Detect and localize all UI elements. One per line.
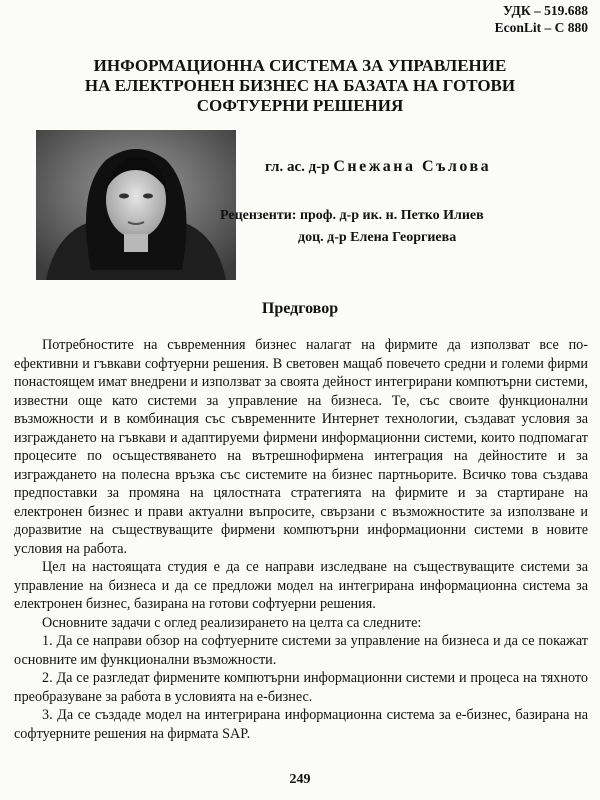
reviewers-label: Рецензенти: bbox=[220, 208, 297, 223]
paragraph: Цел на настоящата студия е да се направи изследване на съществуващите системи за управление на бизнеса и да се предложи модел на интегрирана информационна система за електронен бизнес, базирана на готови софтуерни решения. bbox=[14, 559, 588, 612]
reviewer-1: проф. д-р ик. н. Петко Илиев bbox=[299, 208, 484, 223]
paragraph: 3. Да се създаде модел на интегрирана информационна система за е-бизнес, базирана на софтуерните решения на фирмата SAP. bbox=[14, 707, 588, 742]
author-rank: гл. ас. д-р bbox=[265, 159, 330, 175]
udc-code: УДК – 519.688 bbox=[503, 3, 588, 18]
title-line-3: СОФТУЕРНИ РЕШЕНИЯ bbox=[196, 96, 404, 115]
title-line-2: НА ЕЛЕКТРОНЕН БИЗНЕС НА БАЗАТА НА ГОТОВИ bbox=[84, 76, 516, 95]
body-text bbox=[14, 336, 588, 743]
paragraph: 2. Да се разгледат фирмените компютърни информационни системи и процеса на тяхното преобразуване за работа в условията на е-бизнес. bbox=[14, 670, 588, 705]
reviewer-2: доц. д-р Елена Георгиева bbox=[298, 230, 457, 245]
econlit-code: EconLit – C 880 bbox=[494, 20, 588, 35]
reviewers-first-line bbox=[220, 205, 484, 227]
page-number: 249 bbox=[289, 772, 311, 787]
section-heading: Предговор bbox=[261, 300, 339, 317]
classification-codes bbox=[495, 2, 588, 36]
author-photo bbox=[36, 130, 236, 280]
paragraph: Потребностите на съвременния бизнес налагат на фирмите да използват все по-ефективни и гъвкави софтуерни решения. В световен мащаб повечето средни и големи фирми понастоящем имат внедрени и използват за своята дейност интегрирани компютърни системи, известни още като системи за управление на бизнеса. Те, със своите функционални възможности и в комбинация със съвременните Интернет технологии, създават условия за изграждането на гъвкави и адаптируеми фирмени информационни системи, които подпомагат процесите по осъществяването на вътрешнофирмена интеграция на дейностите и за изграждането на полесна връзка със системите на бизнес партньорите. Всичко това създава предпоставки за промяна на цялостната стратегията на фирмите и за стартиране на електронен бизнес и прави актуални въпросите, свързани с възможностите за използване и доразвитие на съществуващите фирмени компютърни информационни системи в новите условия на работа. bbox=[14, 337, 588, 557]
author-line bbox=[265, 158, 491, 176]
article-title bbox=[40, 56, 560, 116]
paragraph: Основните задачи с оглед реализирането на целта са следните: bbox=[42, 614, 422, 631]
paragraph: 1. Да се направи обзор на софтуерните системи за управление на бизнеса и да се покажат основните им функционални възможности. bbox=[14, 633, 588, 668]
title-line-1: ИНФОРМАЦИОННА СИСТЕМА ЗА УПРАВЛЕНИЕ bbox=[93, 56, 507, 75]
author-name: Снежана Сълова bbox=[333, 158, 492, 175]
